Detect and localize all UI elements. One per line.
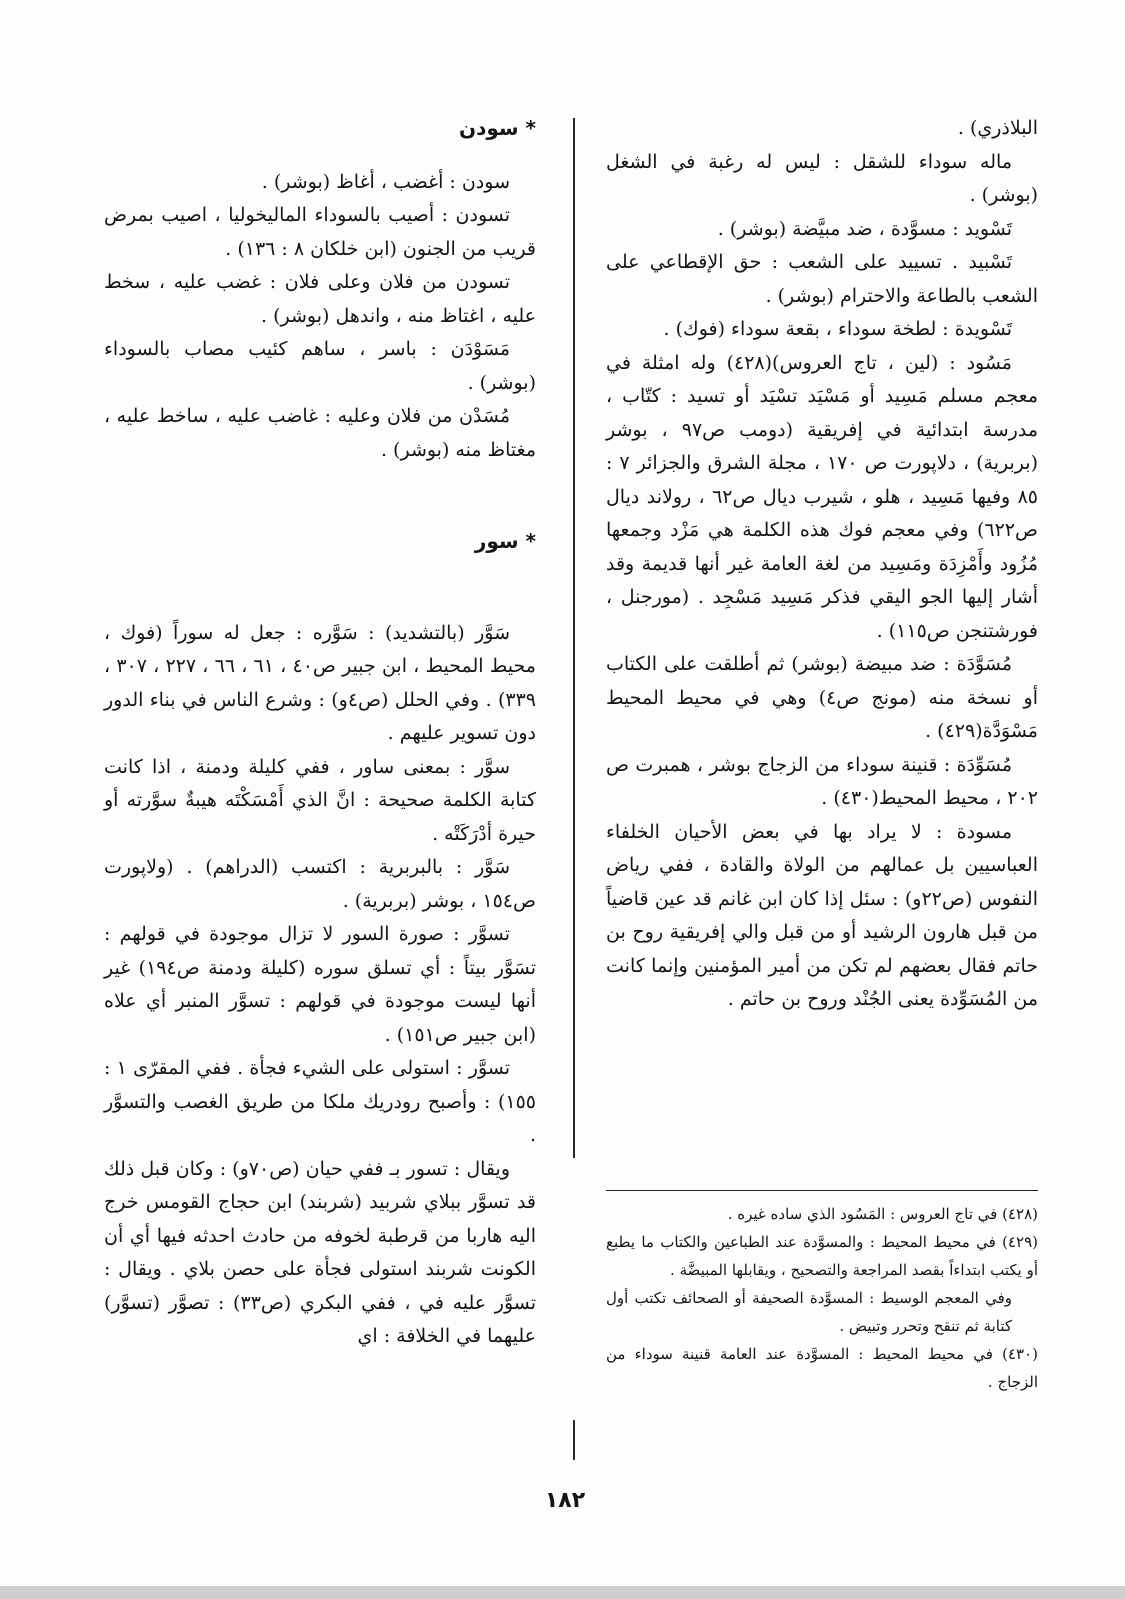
footnote-separator	[606, 1190, 1038, 1191]
footnote: (٤٣٠) في محيط المحيط : المسوَّدة عند العامة قنينة سوداء من الزجاج .	[606, 1345, 1038, 1391]
entry-paragraph: مُسَدْن من فلان وعليه : غاضب عليه ، ساخط عليه ، مغتاظ منه (بوشر) .	[104, 405, 536, 461]
entry-paragraph: سوَّر : بمعنى ساور ، ففي كليلة ودمنة ، اذا كانت كتابة الكلمة صحيحة : انَّ الذي أَمْسَكْتَه هيبةٌ سوَّرته أو حيرة أدْرَكَتْه .	[104, 755, 536, 845]
section-heading: * سودن	[459, 116, 536, 140]
scan-edge	[0, 1586, 1125, 1599]
entry-paragraph: تَسْبيد . تسييد على الشعب : حق الإقطاعي على الشعب بالطاعة والاحترام (بوشر) .	[606, 251, 1038, 307]
footnote: (٤٢٩) في محيط المحيط : والمسوَّدة عند الطباعين والكتاب ما يطبع أو يكتب ابتداءاً بقصد المراجعة والتصحيح ، ويقابلها المبيضَّة .	[606, 1233, 1038, 1279]
entry-paragraph: ماله سوداء للشقل : ليس له رغبة في الشغل (بوشر) .	[606, 150, 1038, 206]
entry-paragraph: تسودن من فلان وعلى فلان : غضب عليه ، سخط عليه ، اغتاظ منه ، واندهل (بوشر) .	[104, 271, 536, 327]
entry-paragraph: مُسَوَّدَة : ضد مبيضة (بوشر) ثم أطلقت على الكتاب أو نسخة منه (مونج ص٤) وهي في محيط المحيط مَسْوَدَّة(٤٢٩) .	[606, 653, 1038, 742]
right-column	[606, 112, 1038, 1017]
entry-paragraph: تسودن : أصيب بالسوداء الماليخوليا ، اصيب بمرض قريب من الجنون (ابن خلكان ٨ : ١٣٦) .	[104, 204, 536, 260]
entry-paragraph: مسودة : لا يراد بها في بعض الأحيان الخلفاء العباسيين بل عمالهم من الولاة والقادة ، ففي رياض النفوس (ص٢٢و) : سئل إذا كان ابن غانم قد عين قاضياً من قبل هارون الرشيد أو من قبل والي إفريقية روح بن حاتم فقال بعضهم لم تكن من أمير المؤمنين وإنما كانت من المُسَوِّدة يعنى الجُنْد وروح بن حاتم .	[606, 820, 1038, 1010]
entry-paragraph: تسوَّر : استولى على الشيء فجأة . ففي المقرّى ١ : ١٥٥) : وأصبح رودريك ملكا من طريق الغصب والتسوَّر .	[104, 1057, 536, 1146]
column-divider	[573, 118, 575, 1158]
page-number: ١٨٢	[544, 1488, 586, 1513]
entry-paragraph: مَسُود : (لين ، تاج العروس)(٤٢٨) وله امثلة في معجم مسلم مَسِيد أو مَسْيَد تسْيَد أو تسيد : كتّاب ، مدرسة ابتدائية في إفريقية (دومب ص٩٧ ، بوشر (بربرية) ، دلاپورت ص ١٧٠ ، مجلة الشرق والجزائر ٧ : ٨٥ وفيها مَسِيد ، هلو ، شيرب ديال ص٦٢ ، رولاند ديال ص٦٢٢) وفي معجم فوك هذه الكلمة هي مَزْد وجمعها مُزُود وأَمْزِدَة ومَسِيد من لغة العامة غير أنها قديمة وقد أشار إليها الجو اليقي فذكر مَسِيد مَسْجِد . (مورجنل ، فورشتنجن ص١١٥) .	[606, 351, 1039, 642]
text-line: البلاذري) .	[957, 117, 1038, 139]
column-divider-tail	[573, 1420, 575, 1460]
footnotes	[606, 1200, 1038, 1396]
entry-paragraph: مَسَوْدَن : باسر ، ساهم كئيب مصاب بالسوداء (بوشر) .	[104, 338, 536, 394]
footnote-continuation: وفي المعجم الوسيط : المسوَّدة الصحيفة أو الصحائف تكتب أول كتابة ثم تنقح وتحرر وتبيض .	[606, 1289, 1012, 1335]
left-column	[104, 112, 536, 1354]
footnote: (٤٢٨) في تاج العروس : المَسُود الذي ساده غيره .	[727, 1205, 1038, 1223]
entry-paragraph: تَسْويدة : لطخة سوداء ، بقعة سوداء (فوك) .	[663, 318, 1012, 340]
entry-paragraph: تَسْويد : مسوَّدة ، ضد مبيَّضة (بوشر) .	[717, 217, 1012, 240]
entry-paragraph: سَوَّر (بالتشديد) : سَوَّره : جعل له سوراً (فوك ، محيط المحيط ، ابن جبير ص٤٠ ، ٦١ ، ٦٦ ، ٢٢٧ ، ٣٠٧ ، ٣٣٩) . وفي الحلل (ص٤و) : وشرع الناس في بناء الدور دون تسوير عليهم .	[104, 621, 536, 744]
entry-paragraph: مُسَوِّدَة : قنينة سوداء من الزجاج بوشر ، همبرت ص ٢٠٢ ، محيط المحيط(٤٣٠) .	[606, 753, 1038, 809]
section-heading: * سور	[474, 529, 536, 553]
entry-paragraph: ويقال : تسور بـ ففي حيان (ص٧٠و) : وكان قبل ذلك قد تسوَّر ببلاي شربيد (شربند) ابن حجاج القومس خرج اليه هاربا من قرطبة لخوفه من حادث احدثه فيها أي أن الكونت شربند استولى فجأة على حصن بلاي . ويقال : تسوَّر عليه في ، ففي البكري (ص٣٣) : تصوَّر (تسوَّر) عليهما في الخلافة : اي	[104, 1157, 536, 1347]
entry-paragraph: سَوَّر : بالبربرية : اكتسب (الدراهم) . (ولاپورت ص١٥٤ ، بوشر (بربرية) .	[104, 856, 536, 912]
entry-paragraph: تسوَّر : صورة السور لا تزال موجودة في قولهم : تسَوَّر بيتاً : أي تسلق سوره (كليلة ودمنة ص١٩٤) غير أنها ليست موجودة في قولهم : تسوَّر المنبر أي علاه (ابن جبير ص١٥١) .	[104, 923, 536, 1046]
entry-paragraph: سودن : أغضب ، أغاظ (بوشر) .	[261, 170, 510, 193]
